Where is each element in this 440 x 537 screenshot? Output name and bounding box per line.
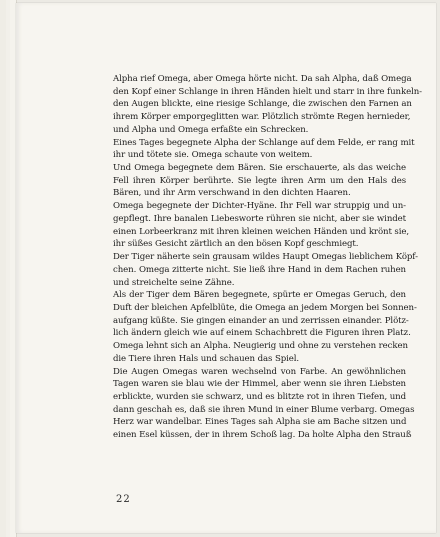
text-line: Und Omega begegnete dem Bären. Sie erschauerte, als das weiche bbox=[113, 163, 406, 174]
text-line: Herz war wandelbar. Eines Tages sah Alpha sie am Bache sitzen und bbox=[113, 417, 407, 428]
text-line: und Alpha und Omega erfaßte ein Schrecken. bbox=[113, 124, 309, 135]
text-line: dann geschah es, daß sie ihren Mund in einer Blume verbarg. Omegas bbox=[113, 404, 415, 415]
text-line: lich ändern gleich wie auf einem Schachbrett die Figuren ihren Platz. bbox=[113, 328, 411, 339]
text-line: aufgang küßte. Sie gingen einander an und zerrissen einander. Plötz- bbox=[113, 315, 409, 326]
text-line: Die Augen Omegas waren wechselnd von Farbe. An gewöhnlichen bbox=[113, 366, 406, 377]
text-line: ihr süßes Gesicht zärtlich an den bösen Kopf geschmiegt. bbox=[113, 239, 359, 250]
text-line: Tagen waren sie blau wie der Himmel, aber wenn sie ihren Liebsten bbox=[113, 379, 406, 390]
text-line: den Kopf einer Schlange in ihren Händen hielt und starr in ihre funkeln- bbox=[113, 86, 422, 97]
text-line: Der Tiger näherte sein grausam wildes Haupt Omegas lieblichem Köpf- bbox=[113, 252, 418, 263]
text-line: Omega lehnt sich an Alpha. Neugierig und ohne zu verstehen recken bbox=[113, 341, 408, 352]
text-line: einen Esel küssen, der in ihrem Schoß lag. Da holte Alpha den Strauß bbox=[113, 430, 412, 441]
text-line: gepflegt. Ihre banalen Liebesworte rühren sie nicht, aber sie windet bbox=[113, 213, 406, 224]
text-line: erblickte, wurden sie schwarz, und es blitzte rot in ihren Tiefen, und bbox=[113, 391, 406, 402]
text-line: und streichelte seine Zähne. bbox=[113, 277, 235, 288]
text-line: Omega begegnete der Dichter-Hyäne. Ihr Fell war struppig und un- bbox=[113, 201, 406, 212]
text-line: Alpha rief Omega, aber Omega hörte nicht. Da sah Alpha, daß Omega bbox=[113, 74, 412, 84]
body-text bbox=[113, 73, 422, 442]
page-number: 22 bbox=[116, 494, 131, 505]
text-line: Bären, und ihr Arm verschwand in den dichten Haaren. bbox=[113, 188, 351, 199]
text-line: die Tiere ihren Hals und schauen das Spiel. bbox=[113, 353, 300, 364]
text-line: den Augen blickte, eine riesige Schlange, die zwischen den Farnen an bbox=[113, 99, 412, 110]
text-line: Als der Tiger dem Bären begegnete, spürte er Omegas Geruch, den bbox=[113, 290, 406, 301]
text-line: Eines Tages begegnete Alpha der Schlange auf dem Felde, er rang mit bbox=[113, 137, 415, 148]
text-line: ihr und tötete sie. Omega schaute von weitem. bbox=[113, 150, 313, 161]
text-line: ihrem Körper emporgeglitten war. Plötzlich strömte Regen hernieder, bbox=[113, 112, 411, 123]
text-line: Fell ihren Körper berührte. Sie legte ihren Arm um den Hals des bbox=[113, 175, 406, 186]
text-line: chen. Omega zitterte nicht. Sie ließ ihre Hand in dem Rachen ruhen bbox=[113, 264, 406, 275]
text-line: einen Lorbeerkranz mit ihren kleinen weichen Händen und krönt sie, bbox=[113, 226, 410, 237]
text-line: Duft der bleichen Apfelblüte, die Omega an jedem Morgen bei Sonnen- bbox=[113, 302, 417, 313]
